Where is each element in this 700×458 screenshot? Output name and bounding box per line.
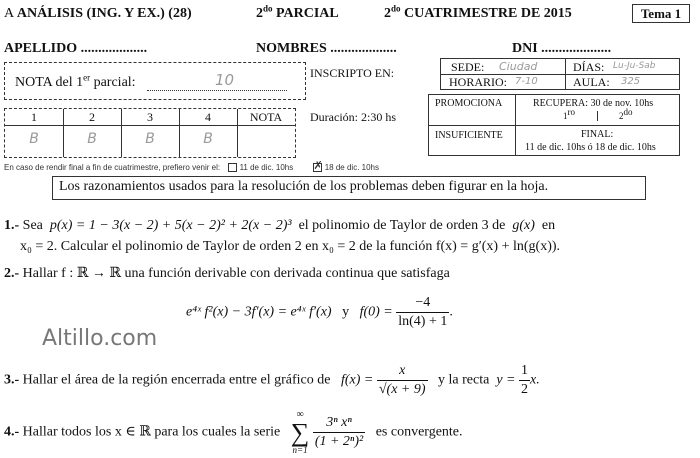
problem-4-sum-bottom: n=1 (292, 445, 308, 455)
grade-value-4: B (203, 131, 213, 147)
course-name: ANÁLISIS (ING. Y EX.) (28) (16, 6, 192, 21)
problem-2-line-1 (4, 265, 450, 282)
horario-value: 7-10 (515, 76, 538, 87)
nombres-field[interactable]: NOMBRES ................... (256, 41, 397, 56)
term-label: CUATRIMESTRE DE 2015 (404, 6, 572, 21)
grades-header-nota: NOTA (249, 110, 283, 124)
problem-1-text-c: en (541, 218, 556, 233)
recupera-option-1-sup: ro (567, 107, 575, 117)
problem-3-text: Hallar el área de la región encerrada entre el gráfico de (22, 372, 331, 388)
course-title (4, 6, 192, 22)
recupera-option-2-num: 2 (619, 111, 624, 121)
problem-3-connector: y la recta (438, 372, 490, 388)
problem-1-number: 1.- (4, 218, 20, 233)
recupera-option-1[interactable] (563, 107, 575, 121)
horario-label: HORARIO: (449, 75, 508, 89)
recupera-option-2[interactable] (619, 107, 633, 121)
problem-4-number: 4.- (4, 424, 20, 440)
problem-1-line-1 (4, 218, 555, 234)
grades-table (4, 108, 296, 158)
term-title (384, 3, 572, 22)
sede-box (440, 58, 680, 90)
problem-4-line (4, 410, 463, 455)
status-col-sep (515, 95, 516, 155)
first-exam-value: 10 (215, 71, 235, 89)
grade-value-2: B (87, 131, 97, 147)
problem-2-connector: y (342, 304, 350, 320)
problem-2-number: 2.- (4, 266, 20, 281)
term-ordinal-suffix: do (391, 3, 401, 14)
first-exam-label-a: NOTA del 1 (15, 75, 84, 90)
status-row-sep-right (515, 125, 679, 126)
instructions-box (52, 176, 646, 200)
grade-value-3: B (145, 131, 155, 147)
sede-col-sep (565, 59, 566, 89)
final-label: FINAL: (581, 129, 614, 140)
problem-1-text-b: el polinomio de Taylor de orden 3 de (298, 218, 506, 233)
problem-3-line (4, 362, 540, 399)
final-dates: 11 de dic. 10hs ó 18 de dic. 10hs (525, 142, 656, 153)
problem-3-line-numerator: 1 (519, 362, 530, 381)
duracion-label: Duración: 2:30 hs (310, 110, 396, 124)
dias-value: Lu-Ju-Sab (613, 61, 656, 71)
problem-2-equation: e⁴ˣ f²(x) − 3f′(x) = e⁴ˣ f′(x) y f(0) = $\frac{-4}{\ln(4) + 1}$ . (186, 295, 453, 329)
first-exam-box (4, 62, 306, 100)
status-row-sep (429, 125, 515, 126)
problem-4-term-numerator: 3ⁿ xⁿ (313, 414, 365, 433)
problem-2-ode: e⁴ˣ f²(x) − 3f′(x) = e⁴ˣ f′(x) (186, 304, 332, 320)
exam-title (256, 3, 339, 22)
exam-label: PARCIAL (276, 6, 339, 21)
grades-header-3: 3 (147, 110, 153, 124)
problem-3-f-numerator: x (377, 362, 428, 381)
final-preference-text: En caso de rendir final a fin de cuatrimestre, prefiero venir el: (4, 163, 221, 172)
recupera-divider (597, 111, 598, 121)
aula-label: AULA: (573, 75, 610, 89)
checkbox-18-dic[interactable] (313, 160, 323, 173)
apellido-field[interactable]: APELLIDO ................... (4, 41, 148, 56)
problem-2-condition-fraction (396, 294, 449, 331)
dni-field[interactable]: DNI .................... (512, 41, 612, 56)
course-prefix: A (4, 6, 15, 21)
problem-3-line-lhs: y = (496, 372, 516, 388)
problem-1-text-a: Sea (22, 218, 43, 233)
problem-4-term-denominator: (1 + 2ⁿ)² (314, 434, 364, 449)
status-box (428, 94, 680, 156)
problem-3-line-denominator: 2 (521, 382, 528, 397)
problem-1-line-2: x₀ = 2. Calcular el polinomio de Taylor de orden 2 en x₀ = 2 de la función f(x) = g′(x) + ln(g(x)). (20, 239, 561, 254)
problem-2-condition-denominator: ln(4) + 1 (398, 314, 448, 329)
problem-2-condition-lhs: f(0) = (359, 304, 393, 320)
first-exam-underline (147, 90, 287, 91)
grades-header-4: 4 (205, 110, 211, 124)
problem-3-f-fraction (377, 362, 428, 399)
first-exam-label-b: parcial: (90, 75, 136, 90)
grades-header-1: 1 (31, 110, 37, 124)
checkbox-11-dic[interactable] (228, 163, 237, 172)
instructions-text: Los razonamientos usados para la resolución de los problemas deben figurar en la hoja. (59, 179, 549, 194)
grade-value-1: B (29, 131, 39, 147)
sede-value: Ciudad (499, 60, 538, 73)
tema-box (632, 4, 690, 23)
sede-label: SEDE: (451, 60, 485, 74)
problem-1-g: g(x) (512, 218, 535, 233)
grades-header-2: 2 (89, 110, 95, 124)
problem-2-condition-numerator: −4 (396, 294, 449, 313)
final-preference (4, 160, 379, 173)
problem-4-text: Hallar todos los x ∈ ℝ para los cuales la serie (22, 424, 281, 440)
problem-3-number: 3.- (4, 372, 20, 388)
promociona-label: PROMOCIONA (435, 98, 503, 109)
exam-ordinal: 2 (256, 6, 263, 21)
watermark: Altillo.com (42, 326, 158, 351)
term-ordinal: 2 (384, 6, 391, 21)
recupera-option-1-num: 1 (563, 111, 568, 121)
problem-3-f-lhs: f(x) = (340, 372, 374, 388)
inscripto-label: INSCRIPTO EN: (310, 66, 395, 80)
check-mark-icon: ✗ (313, 160, 323, 173)
problem-4-suffix: es convergente. (375, 424, 463, 440)
problem-4-sum-sign: ∑ (290, 418, 310, 447)
problem-2-text: Hallar f : ℝ → ℝ una función derivable con derivada continua que satisfaga (22, 266, 450, 281)
tema-label: Tema 1 (640, 6, 682, 21)
recupera-option-2-sup: do (623, 107, 633, 117)
final-option-1: 11 de dic. 10hs (239, 163, 294, 172)
problem-3-line-fraction (519, 362, 530, 399)
final-option-2: 18 de dic. 10hs (324, 163, 379, 172)
insuficiente-label: INSUFICIENTE (435, 130, 503, 141)
first-exam-label (15, 72, 136, 91)
problem-3-f-denominator: √(x + 9) (378, 382, 426, 397)
problem-3-line-rhs: x. (530, 372, 540, 388)
recupera-label: RECUPERA: 30 de nov. 10hs (533, 98, 654, 109)
problem-4-sum-top: ∞ (296, 409, 304, 420)
first-exam-label-sup: er (83, 72, 91, 83)
exam-ordinal-suffix: do (263, 3, 273, 14)
problem-1-polynomial: p(x) = 1 − 3(x − 2) + 5(x − 2)² + 2(x − 2)³ (49, 218, 292, 233)
problem-4-term-fraction (313, 414, 365, 451)
aula-value: 325 (621, 76, 641, 87)
problem-4-sum (291, 410, 310, 455)
dias-label: DÍAS: (573, 60, 605, 74)
